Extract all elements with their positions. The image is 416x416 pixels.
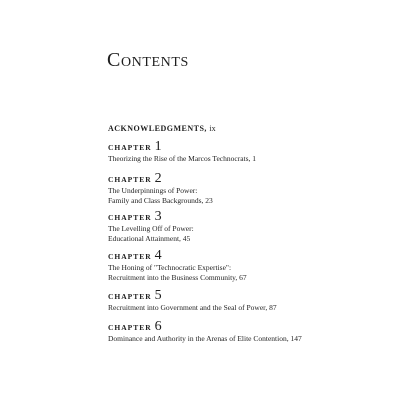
- contents-title: Contents: [107, 49, 189, 71]
- chapter-entry-6: [108, 320, 302, 344]
- chapter-number: 5: [154, 288, 162, 303]
- chapter-entry-1: [108, 140, 256, 164]
- chapter-title-line: Educational Attainment, 45: [108, 234, 191, 243]
- acknowledgments-entry: [108, 124, 216, 133]
- chapter-title-line: Family and Class Backgrounds, 23: [108, 196, 213, 205]
- chapter-label: CHAPTER: [108, 252, 152, 261]
- chapter-number: 3: [154, 209, 162, 224]
- chapter-label: CHAPTER: [108, 175, 152, 184]
- chapter-label: CHAPTER: [108, 323, 152, 332]
- chapter-label: CHAPTER: [108, 213, 152, 222]
- chapter-entry-3: [108, 210, 194, 244]
- chapter-label: CHAPTER: [108, 143, 152, 152]
- chapter-title-line: Theorizing the Rise of the Marcos Technocrats, 1: [108, 154, 257, 163]
- chapter-title-line: Recruitment into Government and the Seal of Power, 87: [108, 303, 277, 312]
- chapter-number: 4: [154, 248, 162, 263]
- chapter-number: 1: [154, 139, 162, 154]
- chapter-title-line: The Levelling Off of Power:: [108, 224, 194, 233]
- acknowledgments-label: ACKNOWLEDGMENTS,: [108, 124, 207, 133]
- chapter-title-line: The Honing of "Technocratic Expertise":: [108, 263, 232, 272]
- acknowledgments-page: ix: [209, 124, 216, 133]
- chapter-number: 6: [154, 319, 162, 334]
- chapter-title-line: Dominance and Authority in the Arenas of Elite Contention, 147: [108, 334, 302, 343]
- chapter-entry-2: [108, 172, 213, 206]
- chapter-entry-4: [108, 249, 247, 283]
- chapter-label: CHAPTER: [108, 292, 152, 301]
- chapter-title-line: Recruitment into the Business Community, 67: [108, 273, 247, 282]
- chapter-title-line: The Underpinnings of Power:: [108, 186, 198, 195]
- chapter-number: 2: [154, 171, 162, 186]
- chapter-entry-5: [108, 289, 277, 313]
